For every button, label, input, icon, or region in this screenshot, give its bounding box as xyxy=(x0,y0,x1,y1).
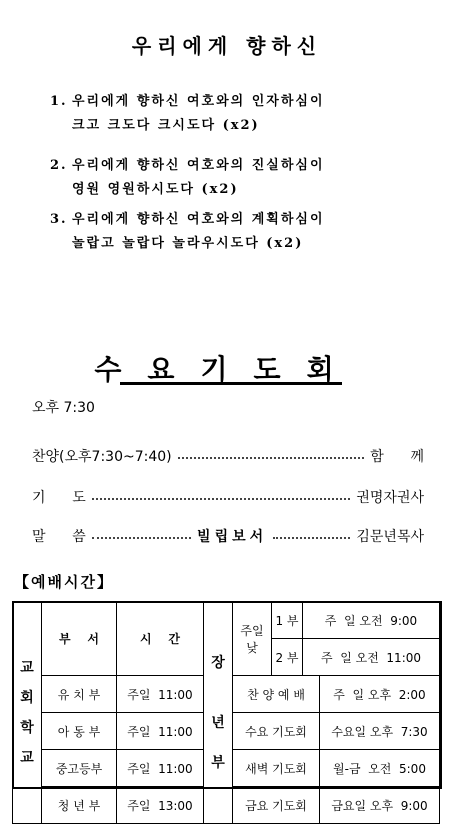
adult-service-time: 수요일 오후 7:30 xyxy=(320,713,440,750)
verse-line: 영원 영원하시도다 (x2) xyxy=(72,182,239,197)
dept-time: 주일 11:00 xyxy=(117,750,204,787)
adult-service-time: 월-금 오전 5:00 xyxy=(320,750,440,787)
title-underline xyxy=(120,382,342,385)
program-label: 찬양(오후7:30~7:40) xyxy=(32,449,172,465)
header-dept: 부 서 xyxy=(42,602,117,676)
verse-number: 1. xyxy=(50,94,68,109)
verse-line: 놀랍고 놀랍다 놀라우시도다 (x2) xyxy=(72,236,304,251)
adult-schedule xyxy=(233,602,439,675)
dept-name: 아 동 부 xyxy=(42,713,117,750)
adult-service-time: 주 일 오후 2:00 xyxy=(320,676,440,713)
leader-dots xyxy=(178,457,365,459)
verse-number: 3. xyxy=(50,212,68,227)
verse-3 xyxy=(50,208,325,256)
dept-time: 주일 13:00 xyxy=(117,787,204,824)
verse-line: 우리에게 향하신 여호와의 인자하심이 xyxy=(72,94,325,109)
dept-time: 주일 11:00 xyxy=(117,713,204,750)
verse-line: 크고 크도다 크시도다 (x2) xyxy=(72,118,260,133)
schedule-table xyxy=(12,601,440,824)
verse-number: 2. xyxy=(50,158,68,173)
header-time: 시 간 xyxy=(117,602,204,676)
dept-name: 유 치 부 xyxy=(42,676,117,713)
song-title: 우리에게 향하신 xyxy=(131,34,323,58)
adult-service-name: 수요 기도회 xyxy=(233,713,320,750)
adult-label: 장 년 부 xyxy=(204,602,233,824)
service-time: 오후 7:30 xyxy=(32,400,95,416)
service-title: 수요기도회 xyxy=(94,353,360,386)
leader-dots xyxy=(273,537,350,539)
program-value: 함 께 xyxy=(370,449,424,465)
program-center: 빌립보서 xyxy=(197,529,268,545)
program-row xyxy=(32,526,424,546)
verse-line: 우리에게 향하신 여호와의 진실하심이 xyxy=(72,158,325,173)
program-value: 김문년목사 xyxy=(356,529,424,545)
program-label: 기 도 xyxy=(32,490,86,506)
adult-service-sub: 1 부 xyxy=(272,602,303,639)
dept-name: 청 년 부 xyxy=(42,787,117,824)
verse-2 xyxy=(50,154,325,202)
program-label: 말 씀 xyxy=(32,529,86,545)
dept-time: 주일 11:00 xyxy=(117,676,204,713)
verse-1 xyxy=(50,90,325,138)
program-row xyxy=(32,446,424,466)
service-title-block xyxy=(0,348,454,388)
adult-service-time: 주 일 오전 9:00 xyxy=(303,602,440,639)
program-value: 권명자권사 xyxy=(356,490,424,506)
dept-name: 중고등부 xyxy=(42,750,117,787)
adult-service-time: 주 일 오전 11:00 xyxy=(320,650,422,665)
adult-service-name: 금요 기도회 xyxy=(233,787,320,824)
leader-dots xyxy=(92,537,191,539)
program-row xyxy=(32,487,424,507)
school-label: 교 회 학 교 xyxy=(13,602,42,824)
adult-service-time: 금요일 오후 9:00 xyxy=(320,787,440,824)
adult-service-name: 찬 양 예 배 xyxy=(233,676,320,713)
schedule-section-title: 【예배시간】 xyxy=(14,573,114,591)
adult-service-sub: 2 부 xyxy=(272,639,303,676)
leader-dots xyxy=(92,498,351,500)
adult-service-name: 주일 낮 xyxy=(233,602,272,675)
verse-line: 우리에게 향하신 여호와의 계획하심이 xyxy=(72,212,325,227)
adult-service-name: 새벽 기도회 xyxy=(233,750,320,787)
